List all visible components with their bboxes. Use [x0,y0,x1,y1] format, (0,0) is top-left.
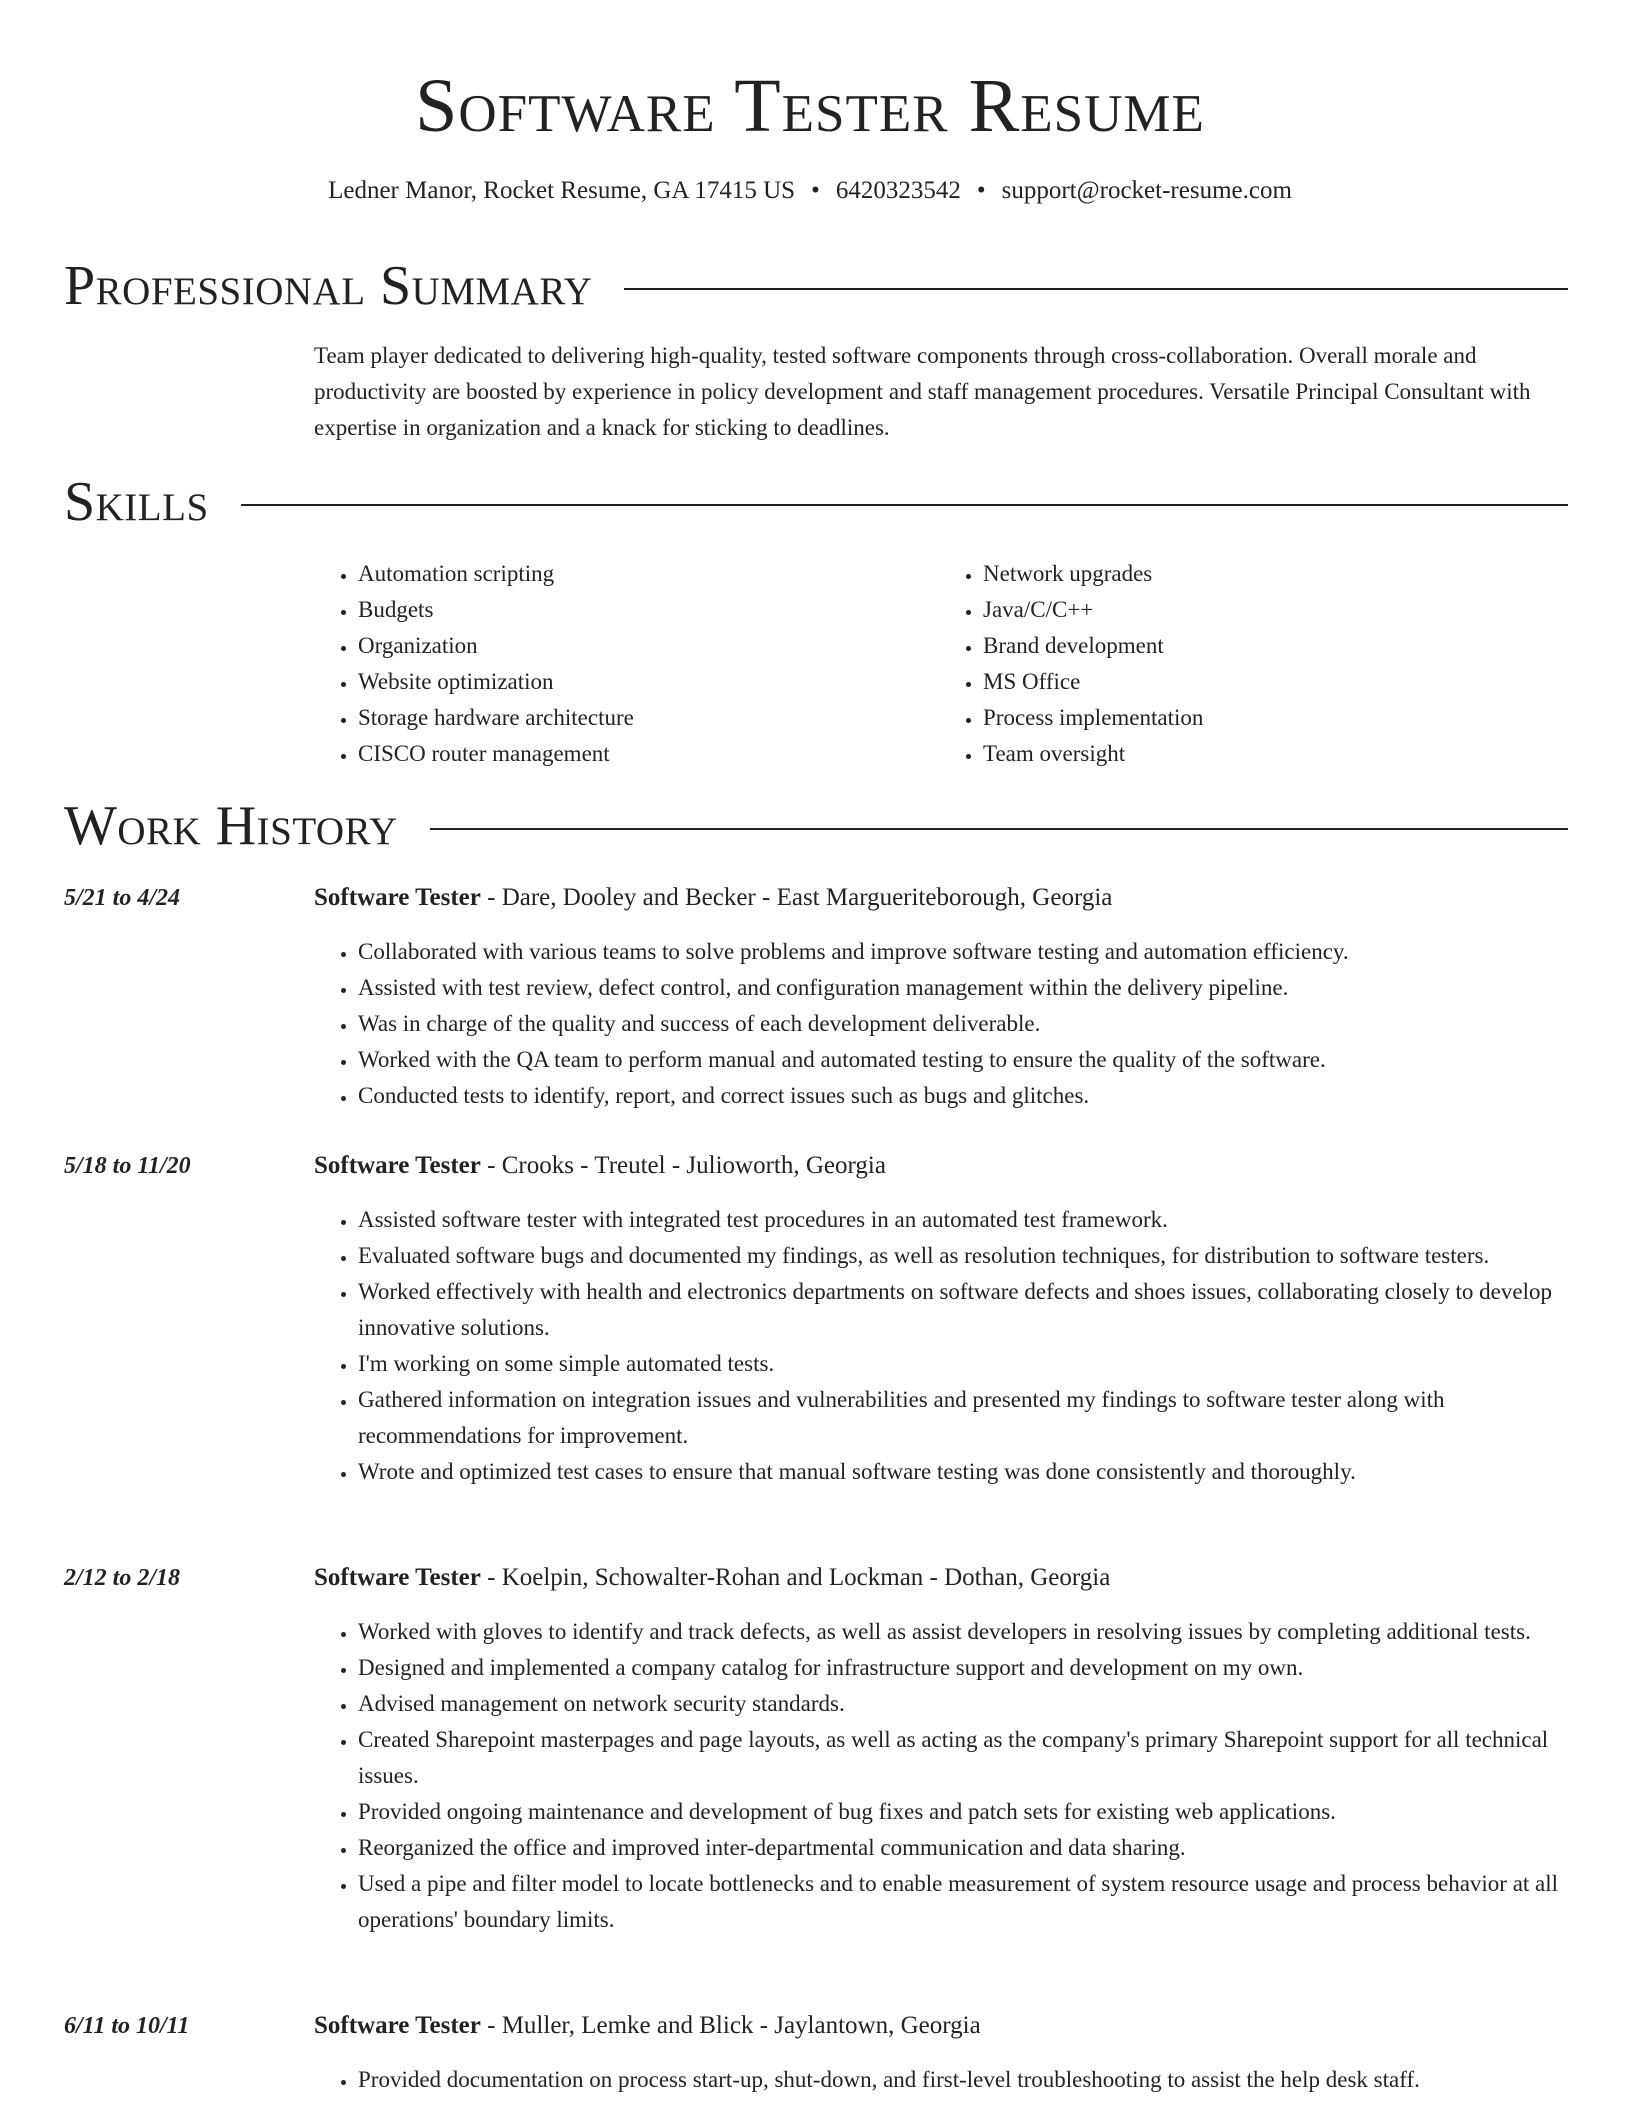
job-employer-location: - Crooks - Treutel - Julioworth, Georgia [480,1152,886,1179]
job-role: Software Tester [314,884,481,911]
responsibility-item: • Wrote and optimized test cases to ensure that manual software testing was done consistently and thoroughly. [358,1454,1568,1490]
skill-item: • Automation scripting [358,556,939,592]
job-dates: 2/12 to 2/18 [64,1565,181,1591]
contact-email: support@rocket-resume.com [1001,177,1292,204]
responsibility-item: • Worked with the QA team to perform manual and automated testing to ensure the quality of the software. [358,1042,1568,1078]
job-responsibilities [314,2062,1568,2098]
job-responsibilities [314,1202,1568,1490]
responsibility-item: • Worked effectively with health and electronics departments on software defects and shoes issues, collaborating closely to develop innovative solutions. [358,1274,1568,1346]
work-section-title: Work History [64,795,398,857]
job-dates: 5/18 to 11/20 [64,1153,191,1179]
responsibility-item: • Assisted software tester with integrated test procedures in an automated test framework. [358,1202,1568,1238]
job-heading [314,880,1568,916]
skill-item: • Budgets [358,592,939,628]
responsibility-item: • Used a pipe and filter model to locate bottlenecks and to enable measurement of system resource usage and process behavior at all operations' boundary limits. [358,1866,1568,1938]
contact-separator: • [811,177,820,204]
responsibility-item: • Advised management on network security standards. [358,1686,1568,1722]
job-dates: 6/11 to 10/11 [64,2013,190,2039]
job-responsibilities [314,1614,1568,1938]
job-employer-location: - Koelpin, Schowalter-Rohan and Lockman - Dothan, Georgia [480,1564,1111,1591]
skill-item: • Storage hardware architecture [358,700,939,736]
job-responsibilities [314,934,1568,1114]
skills-section-header [64,472,1568,532]
responsibility-item: • I'm working on some simple automated tests. [358,1346,1568,1382]
job-employer-location: - Dare, Dooley and Becker - East Margueriteborough, Georgia [480,884,1113,911]
skill-item: • Process implementation [983,700,1564,736]
responsibility-item: • Worked with gloves to identify and track defects, as well as assist developers in resolving issues by completing additional tests. [358,1614,1568,1650]
responsibility-item: • Provided documentation on process start-up, shut-down, and first-level troubleshooting to assist the help desk staff. [358,2062,1568,2098]
section-divider [430,828,1568,830]
job-dates: 5/21 to 4/24 [64,885,181,911]
skill-item: • Brand development [983,628,1564,664]
resume-title: Software Tester Resume [415,64,1205,148]
skill-item: • Team oversight [983,736,1564,772]
job-heading [314,1560,1568,1596]
skill-item: • CISCO router management [358,736,939,772]
responsibility-item: • Provided ongoing maintenance and development of bug fixes and patch sets for existing web applications. [358,1794,1568,1830]
responsibility-item: • Gathered information on integration issues and vulnerabilities and presented my findings to software tester along with recommendations for improvement. [358,1382,1568,1454]
work-section-header [64,796,1568,856]
job-heading [314,2008,1568,2044]
responsibility-item: • Evaluated software bugs and documented my findings, as well as resolution techniques, for distribution to software testers. [358,1238,1568,1274]
contact-address: Ledner Manor, Rocket Resume, GA 17415 US [328,177,796,204]
skills-list [314,556,1564,772]
contact-separator: • [976,177,986,204]
skill-item: • Website optimization [358,664,939,700]
section-divider [241,504,1568,506]
job-role: Software Tester [314,2012,481,2039]
job-role: Software Tester [314,1564,481,1591]
summary-text: Team player dedicated to delivering high-quality, tested software components through cross-collaboration. Overall morale and productivity are boosted by experience in policy development and staff management procedures. Versatile Principal Consultant with expertise in organization and a knack for sticking to deadlines. [314,343,1531,440]
responsibility-item: • Was in charge of the quality and success of each development deliverable. [358,1006,1568,1042]
responsibility-item: • Assisted with test review, defect control, and configuration management within the delivery pipeline. [358,970,1568,1006]
summary-section-header [64,256,1568,316]
skill-item: • Organization [358,628,939,664]
skills-column-left [314,556,939,772]
responsibility-item: • Collaborated with various teams to solve problems and improve software testing and automation efficiency. [358,934,1568,970]
responsibility-item: • Conducted tests to identify, report, and correct issues such as bugs and glitches. [358,1078,1568,1114]
responsibility-item: • Reorganized the office and improved inter-departmental communication and data sharing. [358,1830,1568,1866]
job-role: Software Tester [314,1152,481,1179]
skills-section-title: Skills [64,471,209,533]
section-divider [624,288,1568,290]
contact-line [0,174,1620,208]
job-employer-location: - Muller, Lemke and Blick - Jaylantown, Georgia [480,2012,981,2039]
skill-item: • Java/C/C++ [983,592,1564,628]
job-heading [314,1148,1568,1184]
contact-phone: 6420323542 [835,177,961,204]
skill-item: • Network upgrades [983,556,1564,592]
skills-column-right [939,556,1564,772]
responsibility-item: • Designed and implemented a company catalog for infrastructure support and development on my own. [358,1650,1568,1686]
skill-item: • MS Office [983,664,1564,700]
summary-section-title: Professional Summary [64,255,593,317]
responsibility-item: • Created Sharepoint masterpages and page layouts, as well as acting as the company's primary Sharepoint support for all technical issues. [358,1722,1568,1794]
